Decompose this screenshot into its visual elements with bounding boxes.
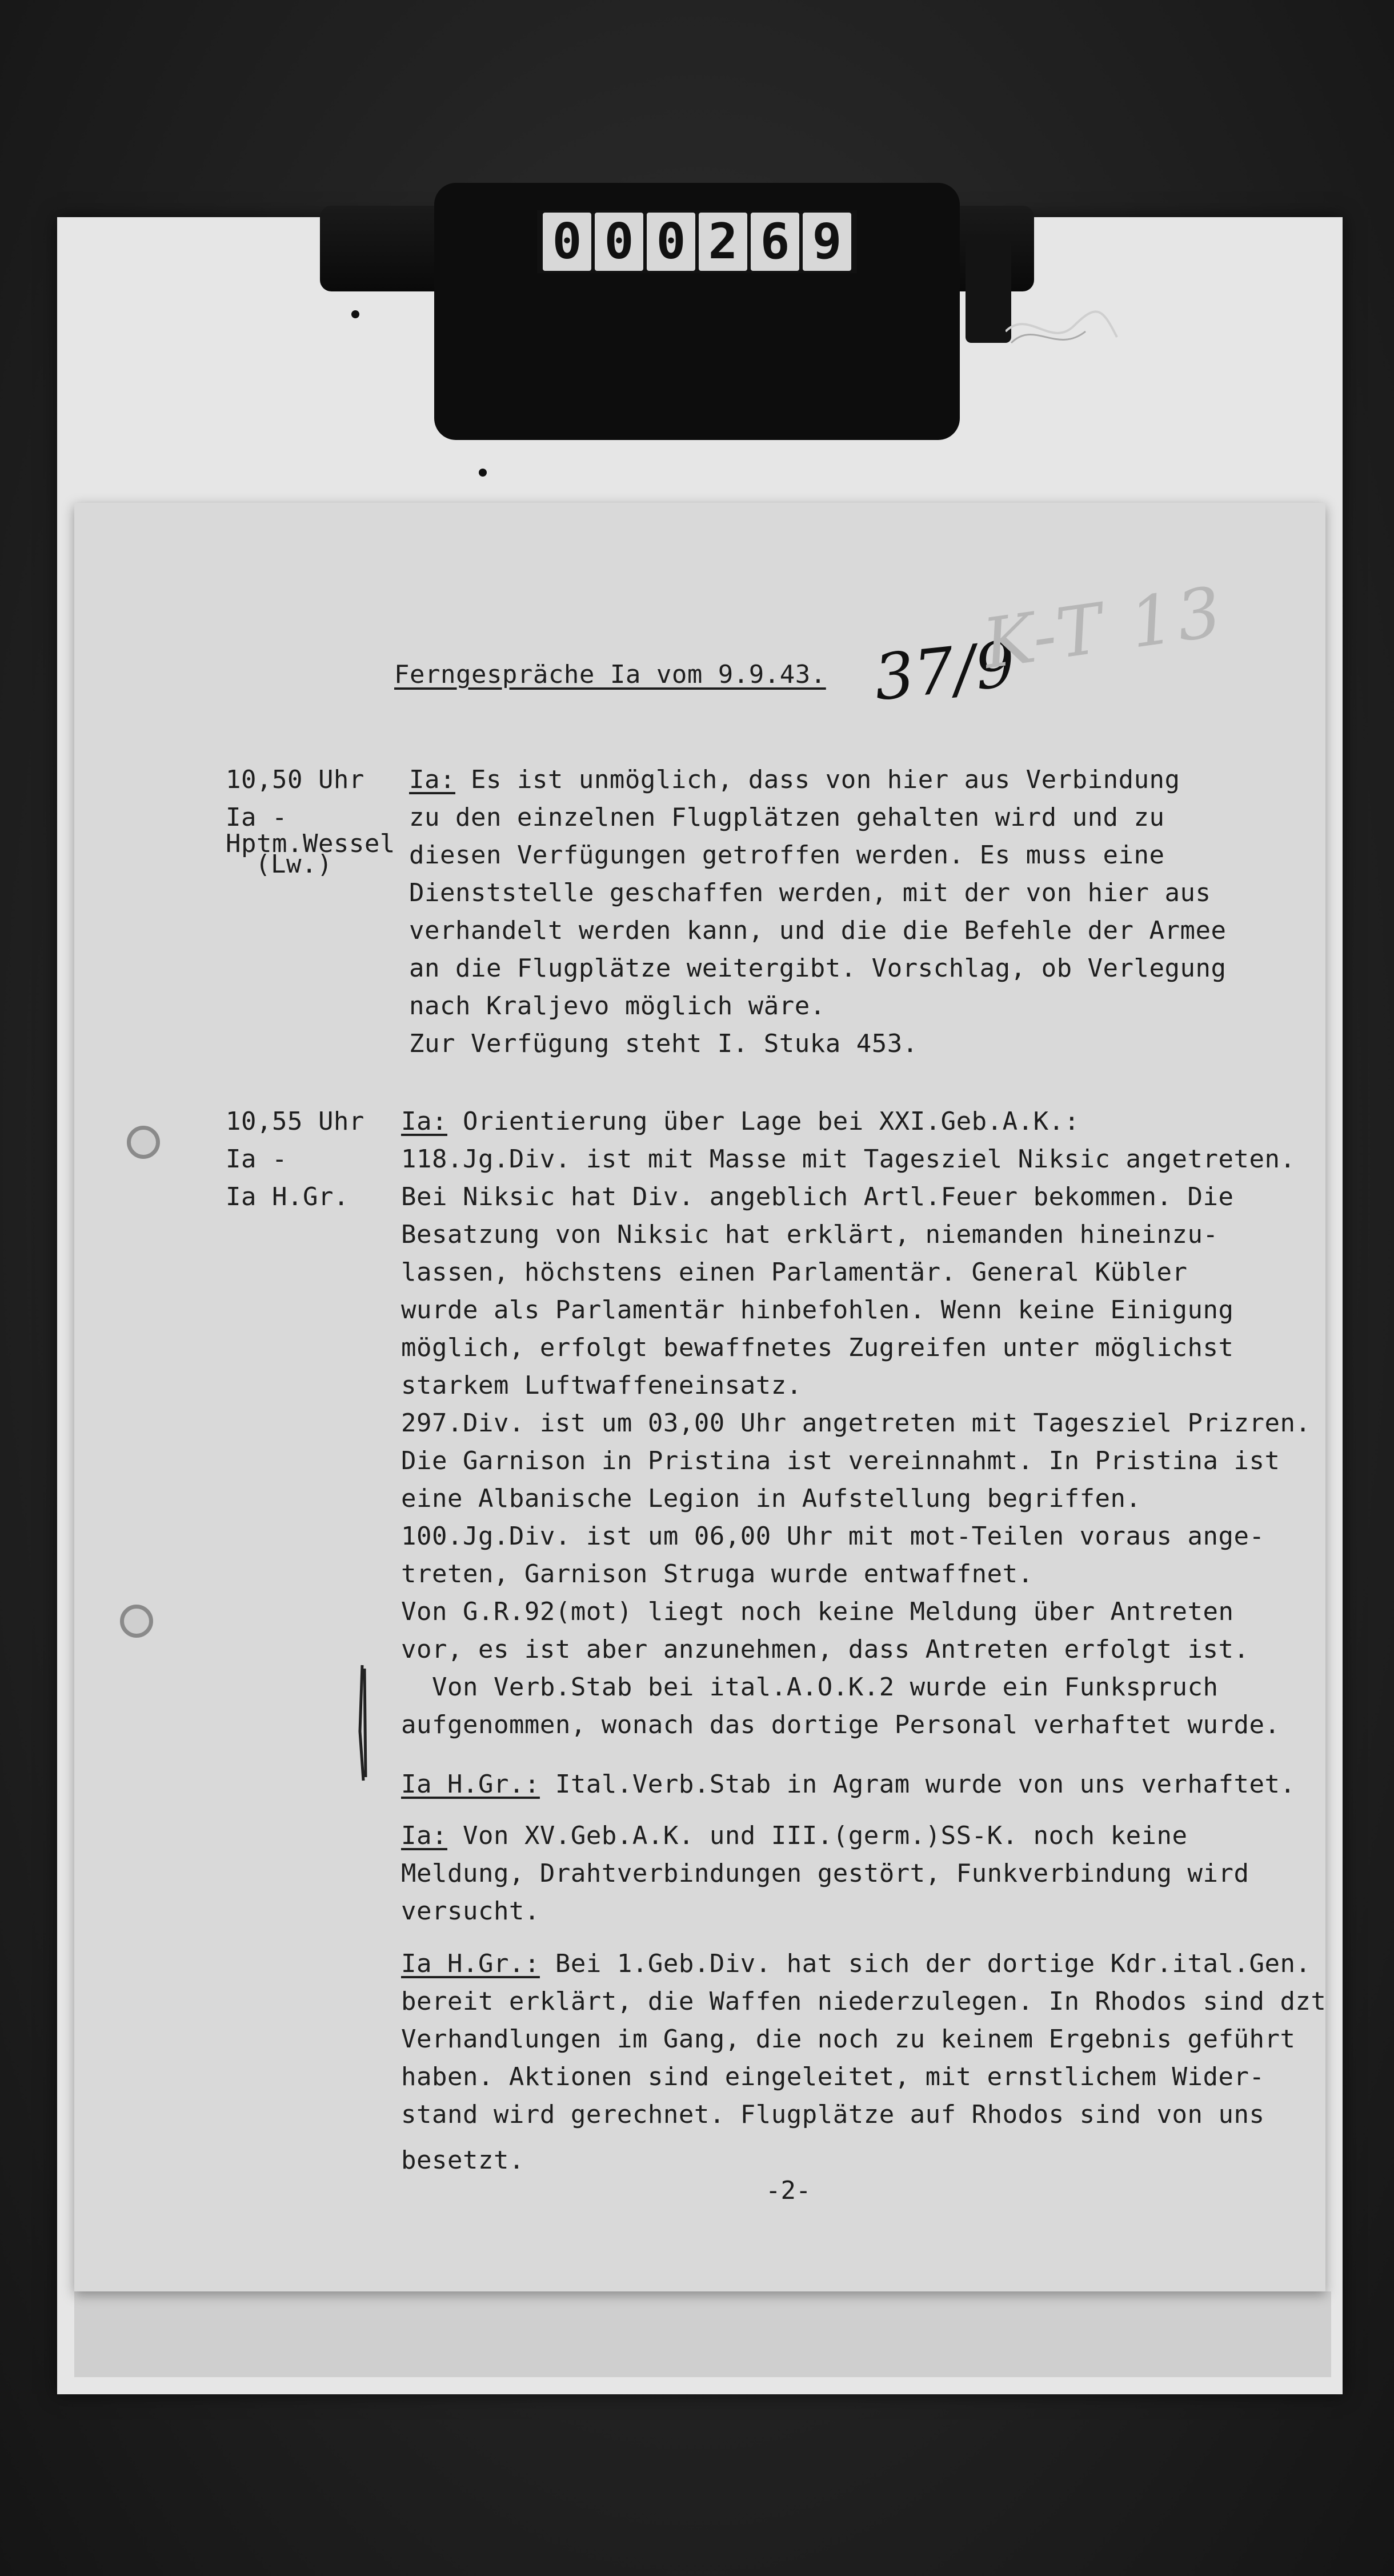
- entry-line: treten, Garnison Struga wurde entwaffnet.: [401, 1559, 1034, 1589]
- entry-line: lassen, höchstens einen Parlamentär. General Kübler: [401, 1258, 1188, 1287]
- entry-line: haben. Aktionen sind eingeleitet, mit ernstlichem Wider-: [401, 2062, 1265, 2091]
- entry-line: starkem Luftwaffeneinsatz.: [401, 1371, 802, 1400]
- film-speck: [479, 469, 487, 477]
- entry-line: [401, 1103, 1311, 1141]
- entry-2-body: [401, 1103, 1311, 1744]
- entry-line: möglich, erfolgt bewaffnetes Zugreifen unter möglichst: [401, 1333, 1234, 1362]
- entry-line: besetzt.: [401, 2146, 524, 2175]
- entry-line: Von G.R.92(mot) liegt noch keine Meldung über Antreten: [401, 1597, 1234, 1626]
- counter-digit: 0: [595, 213, 643, 271]
- entry-line: Meldung, Drahtverbindungen gestört, Funkverbindung wird: [401, 1859, 1249, 1888]
- entry-line: stand wird gerechnet. Flugplätze auf Rhodos sind von uns: [401, 2100, 1265, 2129]
- entry-line: an die Flugplätze weitergibt. Vorschlag, ob Verlegung: [409, 954, 1227, 983]
- counter-wire: [1006, 297, 1120, 366]
- speaker-label: Ia:: [401, 1821, 447, 1850]
- entry-5-body: [401, 1945, 1326, 2179]
- entry-line-text: Orientierung über Lage bei XXI.Geb.A.K.:: [462, 1107, 1080, 1136]
- entry-line: Bei Niksic hat Div. angeblich Artl.Feuer bekommen. Die: [401, 1182, 1234, 1211]
- entry-line: [409, 761, 1226, 799]
- entry-line: eine Albanische Legion in Aufstellung begriffen.: [401, 1484, 1141, 1513]
- entry-line: versucht.: [401, 1897, 540, 1926]
- entry-3-body: [401, 1766, 1295, 1803]
- counter-digit: 9: [803, 213, 851, 271]
- entry-line-text: Von XV.Geb.A.K. und III.(germ.)SS-K. noch keine: [462, 1821, 1188, 1850]
- entry-time: 10,55 Uhr: [226, 1107, 364, 1136]
- page-number: -2-: [766, 2176, 811, 2205]
- entry-line: Die Garnison in Pristina ist vereinnahmt. In Pristina ist: [401, 1446, 1280, 1475]
- entry-line: vor, es ist aber anzunehmen, dass Antreten erfolgt ist.: [401, 1635, 1249, 1664]
- speaker-label: Ia:: [401, 1107, 447, 1136]
- frame-counter-knob: [966, 240, 1011, 343]
- entry-line: zu den einzelnen Flugplätzen gehalten wird und zu: [409, 803, 1165, 832]
- entry-line: 100.Jg.Div. ist um 06,00 Uhr mit mot-Teilen voraus ange-: [401, 1522, 1265, 1551]
- entry-party: Ia -: [226, 803, 287, 832]
- entry-line: verhandelt werden kann, und die die Befehle der Armee: [409, 916, 1227, 945]
- handwritten-folio: 37/9: [870, 627, 1019, 715]
- entry-party: Ia H.Gr.: [226, 1182, 349, 1211]
- entry-party: Ia -: [226, 1145, 287, 1174]
- entry-line: Von Verb.Stab bei ital.A.O.K.2 wurde ein Funkspruch: [401, 1673, 1219, 1702]
- punch-hole: [120, 1605, 153, 1638]
- entry-line: Besatzung von Niksic hat erklärt, niemanden hineinzu-: [401, 1220, 1219, 1249]
- entry-line: 297.Div. ist um 03,00 Uhr angetreten mit Tagesziel Prizren.: [401, 1409, 1311, 1438]
- entry-line: 118.Jg.Div. ist mit Masse mit Tagesziel Niksic angetreten.: [401, 1145, 1296, 1174]
- entry-line: [401, 1766, 1295, 1803]
- page-title: Ferngespräche Ia vom 9.9.43.: [394, 660, 826, 689]
- speaker-label: Ia:: [409, 765, 455, 794]
- entry-4-body: [401, 1817, 1249, 1930]
- entry-line: Dienststelle geschaffen werden, mit der von hier aus: [409, 878, 1211, 907]
- speaker-label: Ia H.Gr.:: [401, 1770, 540, 1799]
- speaker-label: Ia H.Gr.:: [401, 1949, 540, 1978]
- page-lower-edge: [74, 2291, 1331, 2377]
- counter-digit: 0: [647, 213, 695, 271]
- entry-line-text: Bei 1.Geb.Div. hat sich der dortige Kdr.ital.Gen.: [555, 1949, 1311, 1978]
- entry-line: [401, 1817, 1249, 1855]
- entry-line: diesen Verfügungen getroffen werden. Es muss eine: [409, 841, 1165, 870]
- counter-digit: 0: [543, 213, 591, 271]
- entry-line: Verhandlungen im Gang, die noch zu keinem Ergebnis geführt: [401, 2025, 1296, 2054]
- counter-digit: 2: [699, 213, 747, 271]
- film-speck: [351, 310, 359, 318]
- entry-line: Zur Verfügung steht I. Stuka 453.: [409, 1029, 918, 1058]
- entry-line-text: Ital.Verb.Stab in Agram wurde von uns verhaftet.: [555, 1770, 1296, 1799]
- punch-hole: [127, 1126, 160, 1159]
- frame-counter-display: [537, 210, 857, 273]
- entry-2-margin: [226, 1103, 364, 1216]
- entry-1-margin: [226, 761, 395, 883]
- entry-line: bereit erklärt, die Waffen niederzulegen. In Rhodos sind dzt: [401, 1987, 1327, 2016]
- entry-line: aufgenommen, wonach das dortige Personal verhaftet wurde.: [401, 1710, 1280, 1739]
- entry-line: wurde als Parlamentär hinbefohlen. Wenn keine Einigung: [401, 1295, 1234, 1325]
- entry-line: [401, 1945, 1326, 1983]
- entry-time: 10,50 Uhr: [226, 765, 364, 794]
- faint-handwritten-mark: K-T 13: [978, 572, 1229, 685]
- entry-party: Hptm.Wessel: [226, 829, 395, 858]
- entry-party: (Lw.): [255, 850, 333, 879]
- entry-1-body: [409, 761, 1226, 1063]
- entry-line: nach Kraljevo möglich wäre.: [409, 991, 826, 1021]
- entry-line-text: Es ist unmöglich, dass von hier aus Verbindung: [470, 765, 1180, 794]
- margin-pen-mark: [354, 1663, 371, 1783]
- counter-digit: 6: [751, 213, 799, 271]
